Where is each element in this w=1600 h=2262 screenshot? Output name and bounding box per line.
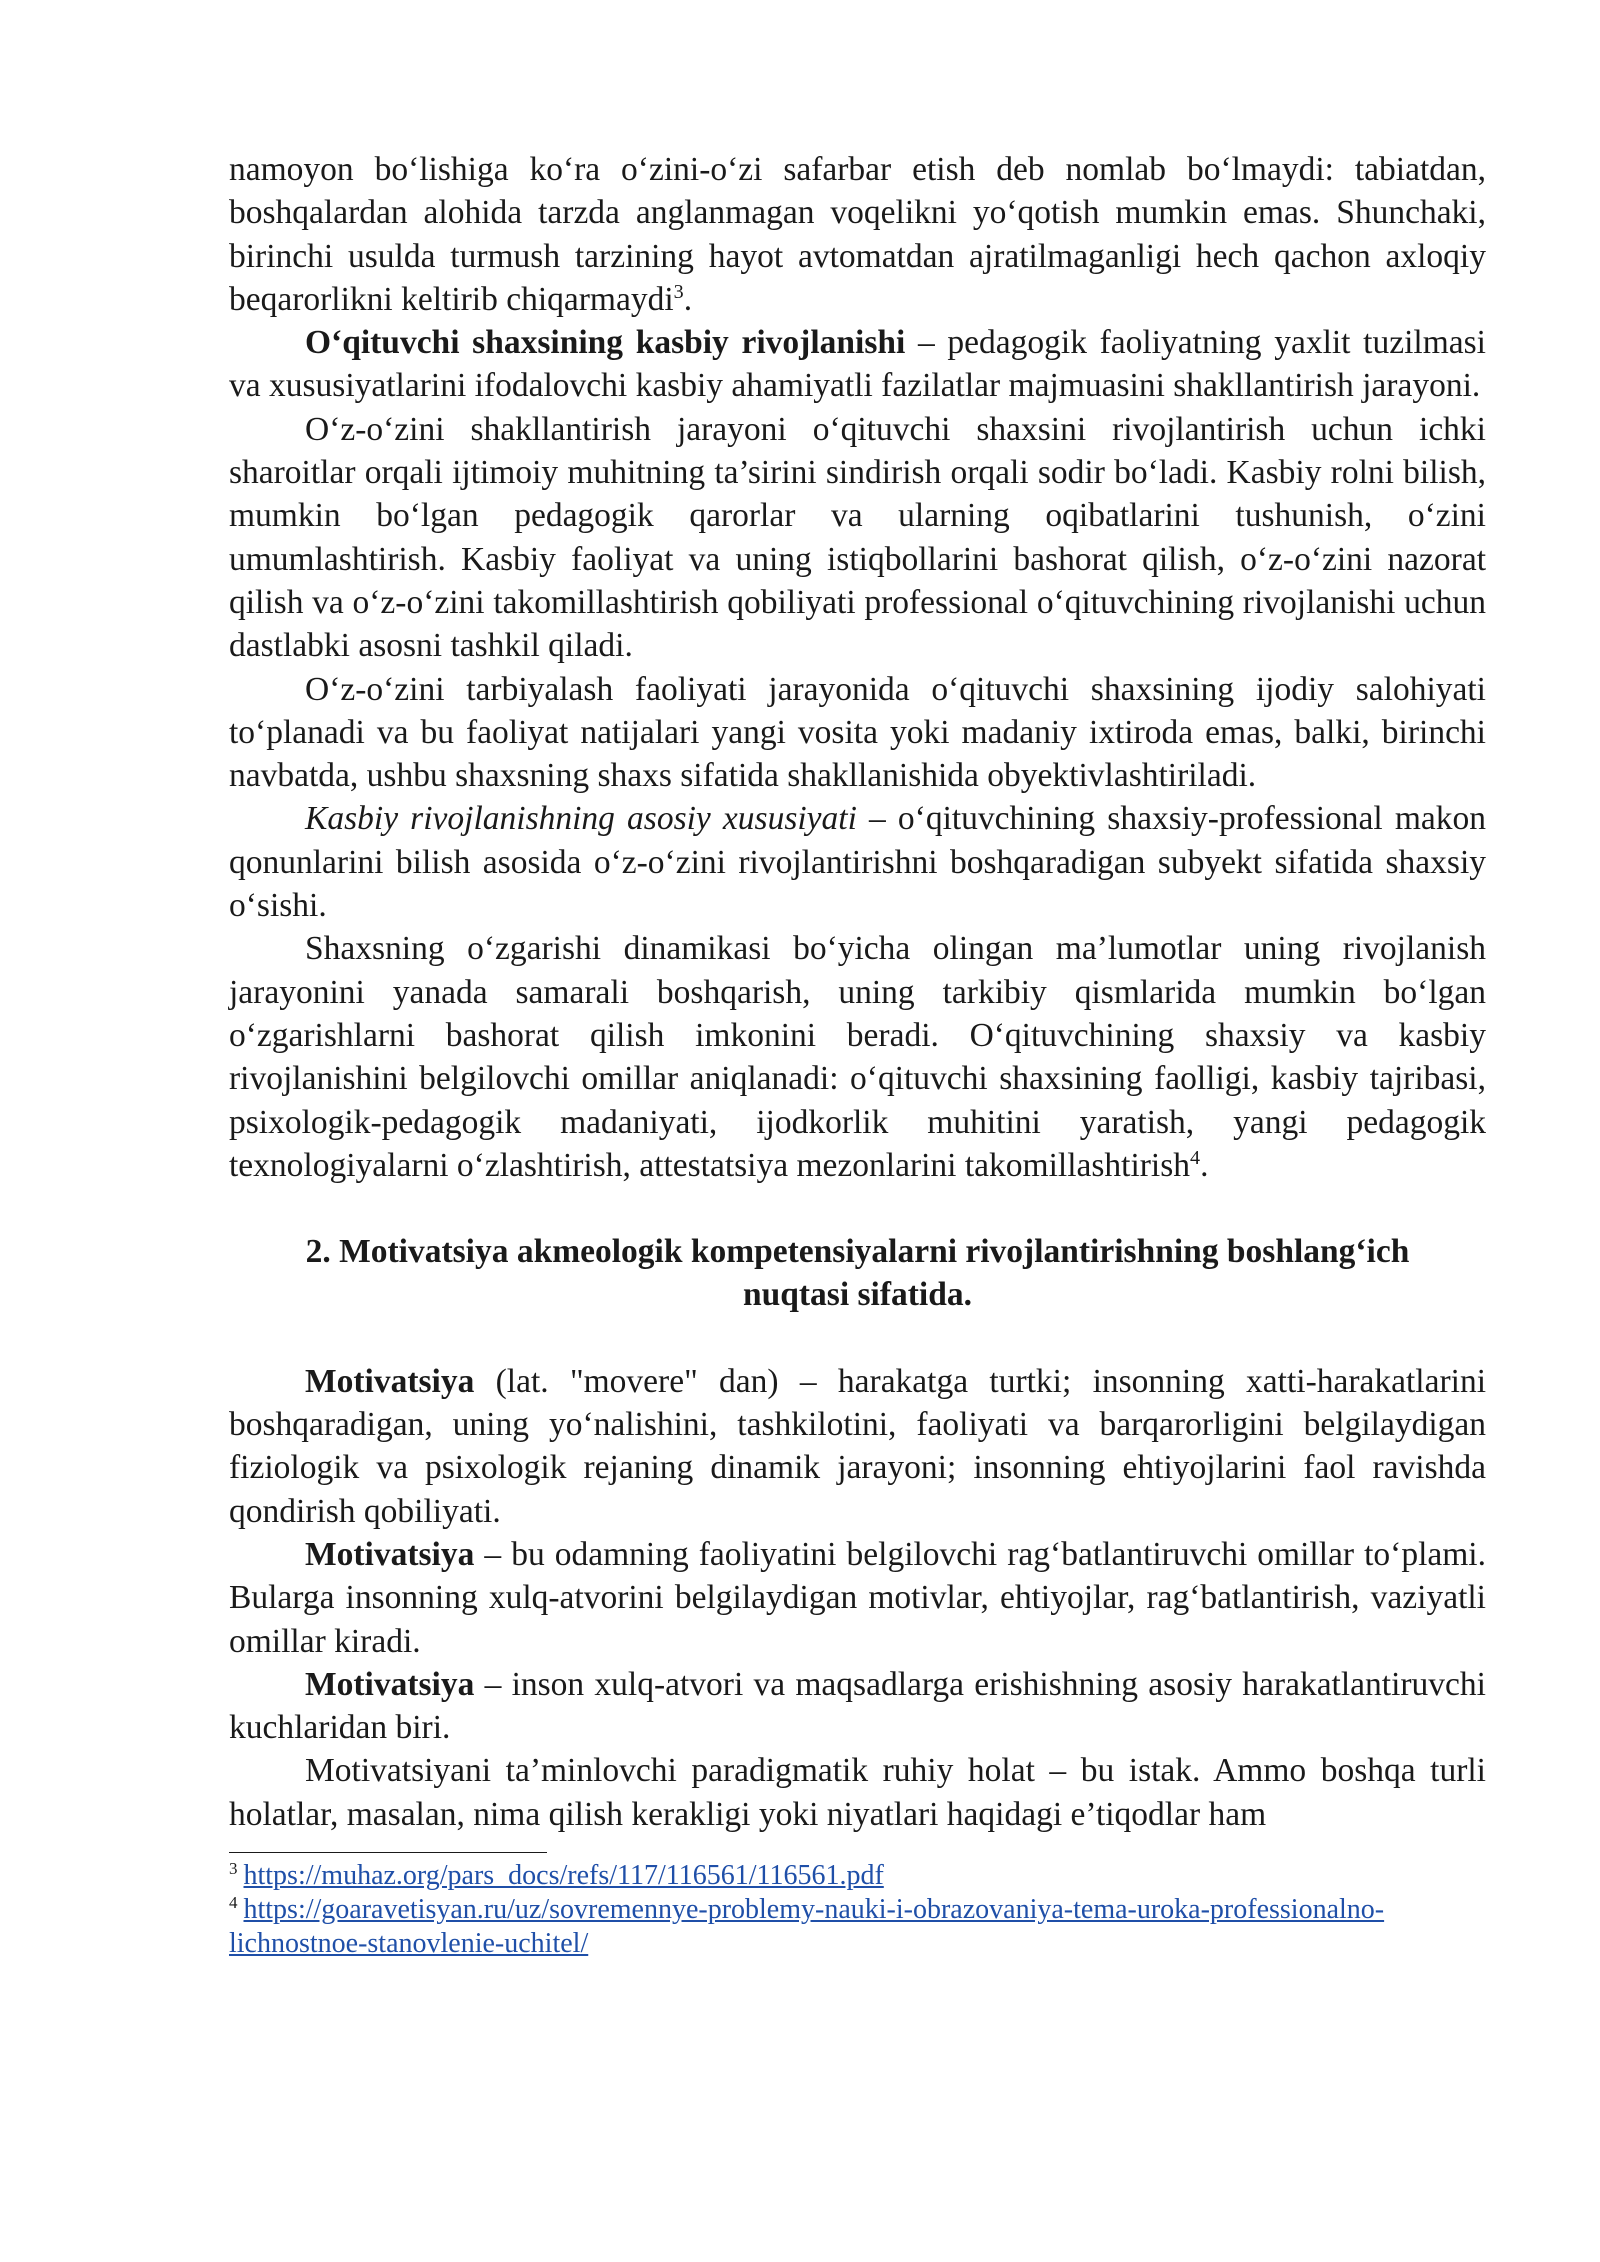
paragraph-1-text: namoyon bo‘lishiga ko‘ra o‘zini-o‘zi safarbar etish deb nomlab bo‘lmaydi: tabiatdan, boshqalardan alohida tarzda anglanmagan voqelikni yo‘qotish mumkin emas. Shunchaki, birinchi usulda turmush tarzining hayot avtomatdan ajratilmaganligi hech qachon axloqiy beqarorlikni keltirib chiqarmaydi	[229, 151, 1486, 318]
section-heading-line-1: 2. Motivatsiya akmeologik kompetensiyalarni rivojlantirishning boshlang‘ich	[305, 1233, 1410, 1271]
paragraph-6-text: Shaxsning o‘zgarishi dinamikasi bo‘yicha olingan ma’lumotlar uning rivojlanish jarayonini yanada samarali boshqarish, uning tarkibiy qismlarida mumkin bo‘lgan o‘zgarishlarni bashorat qilish imkonini beradi. O‘qituvchining shaxsiy va kasbiy rivojlanishini belgilovchi omillar aniqlanadi: o‘qituvchi shaxsining faolligi, kasbiy tajribasi, psixologik-pedagogik madaniyati, ijodkorlik muhitini yaratish, yangi pedagogik texnologiyalarni o‘zlashtirish, attestatsiya mezonlarini takomillashtirish	[229, 930, 1486, 1184]
paragraph-8	[229, 1533, 1486, 1663]
paragraph-1-end: .	[683, 280, 693, 318]
paragraph-10-text: Motivatsiyani ta’minlovchi paradigmatik ruhiy holat – bu istak. Ammo boshqa turli holatlar, masalan, nima qilish kerakligi yoki niyatlari haqidagi e’tiqodlar ham	[229, 1752, 1486, 1833]
paragraph-6-end: .	[1200, 1146, 1209, 1184]
footnote-separator	[229, 1852, 547, 1853]
paragraph-3-text: O‘z-o‘zini shakllantirish jarayoni o‘qituvchi shaxsini rivojlantirish uchun ichki sharoitlar orqali ijtimoiy muhitning ta’sirini sindirish orqali sodir bo‘ladi. Kasbiy rolni bilish, mumkin bo‘lgan pedagogik qarorlar va ularning oqibatlarini tushunish, o‘zini umumlashtirish. Kasbiy faoliyat va uning istiqbollarini bashorat qilish, o‘z-o‘zini nazorat qilish va o‘z-o‘zini takomillashtirish qobiliyati professional o‘qituvchining rivojlanishi uchun dastlabki asosni tashkil qiladi.	[229, 410, 1486, 665]
paragraph-6	[229, 927, 1486, 1187]
paragraph-7-text: (lat. "movere" dan) – harakatga turtki; insonning xatti-harakatlarini boshqaradigan, uning yo‘nalishini, tashkilotini, faoliyati va barqarorligini belgilaydigan fiziologik va psixologik rejaning dinamik jarayoni; insonning ehtiyojlarini faol ravishda qondirish qobiliyati.	[229, 1362, 1486, 1530]
paragraph-4-text: O‘z-o‘zini tarbiyalash faoliyati jarayonida o‘qituvchi shaxsining ijodiy salohiyati to‘planadi va bu faoliyat natijalari yangi vosita yoki madaniy ixtiroda emas, balki, birinchi navbatda, ushbu shaxsning shaxs sifatida shakllanishida obyektivlashtiriladi.	[229, 670, 1486, 795]
footnote-4-mark: 4	[229, 1892, 238, 1912]
paragraph-5-text: – o‘qituvchining shaxsiy-professional makon qonunlarini bilish asosida o‘z-o‘zini rivojlantirishni boshqaradigan subyekt sifatida shaxsiy o‘sishi.	[229, 800, 1486, 925]
footnote-ref-4[interactable]: 4	[1190, 1146, 1201, 1169]
section-heading	[229, 1230, 1486, 1317]
paragraph-2-text: – pedagogik faoliyatning yaxlit tuzilmasi va xususiyatlarini ifodalovchi kasbiy ahamiyatli fazilatlar majmuasini shakllantirish jarayoni.	[229, 324, 1486, 405]
section-heading-line-2: nuqtasi sifatida.	[743, 1276, 972, 1314]
footnote-4-link[interactable]: https://goaravetisyan.ru/uz/sovremennye-problemy-nauki-i-obrazovaniya-tema-uroka-professionalno-lichnostnoe-stanovlenie-uchitel/	[229, 1893, 1385, 1959]
paragraph-7	[229, 1360, 1486, 1533]
term-main-feature: Kasbiy rivojlanishning asosiy xususiyati	[305, 800, 857, 838]
paragraph-3	[229, 408, 1486, 668]
paragraph-1	[229, 148, 1486, 321]
footnote-3-mark: 3	[229, 1858, 238, 1878]
footnote-4	[229, 1893, 1486, 1961]
footnote-3	[229, 1859, 1486, 1893]
paragraph-9	[229, 1663, 1486, 1750]
term-motivation-3: Motivatsiya	[305, 1665, 475, 1703]
footnote-ref-3[interactable]: 3	[673, 280, 684, 303]
document-page	[229, 148, 1486, 1961]
paragraph-5	[229, 797, 1486, 927]
paragraph-9-text: – inson xulq-atvori va maqsadlarga erishishning asosiy harakatlantiruvchi kuchlaridan biri.	[229, 1665, 1486, 1747]
paragraph-8-text: – bu odamning faoliyatini belgilovchi rag‘batlantiruvchi omillar to‘plami. Bularga insonning xulq-atvorini belgilaydigan motivlar, ehtiyojlar, rag‘batlantirish, vaziyatli omillar kiradi.	[229, 1535, 1486, 1660]
paragraph-2	[229, 321, 1486, 408]
term-teacher-professional-development: O‘qituvchi shaxsining kasbiy rivojlanishi	[305, 324, 906, 362]
term-motivation-1: Motivatsiya	[305, 1362, 475, 1400]
footnote-3-link[interactable]: https://muhaz.org/pars_docs/refs/117/116561/116561.pdf	[243, 1859, 884, 1891]
paragraph-4	[229, 668, 1486, 798]
term-motivation-2: Motivatsiya	[305, 1535, 475, 1573]
paragraph-10	[229, 1749, 1486, 1836]
